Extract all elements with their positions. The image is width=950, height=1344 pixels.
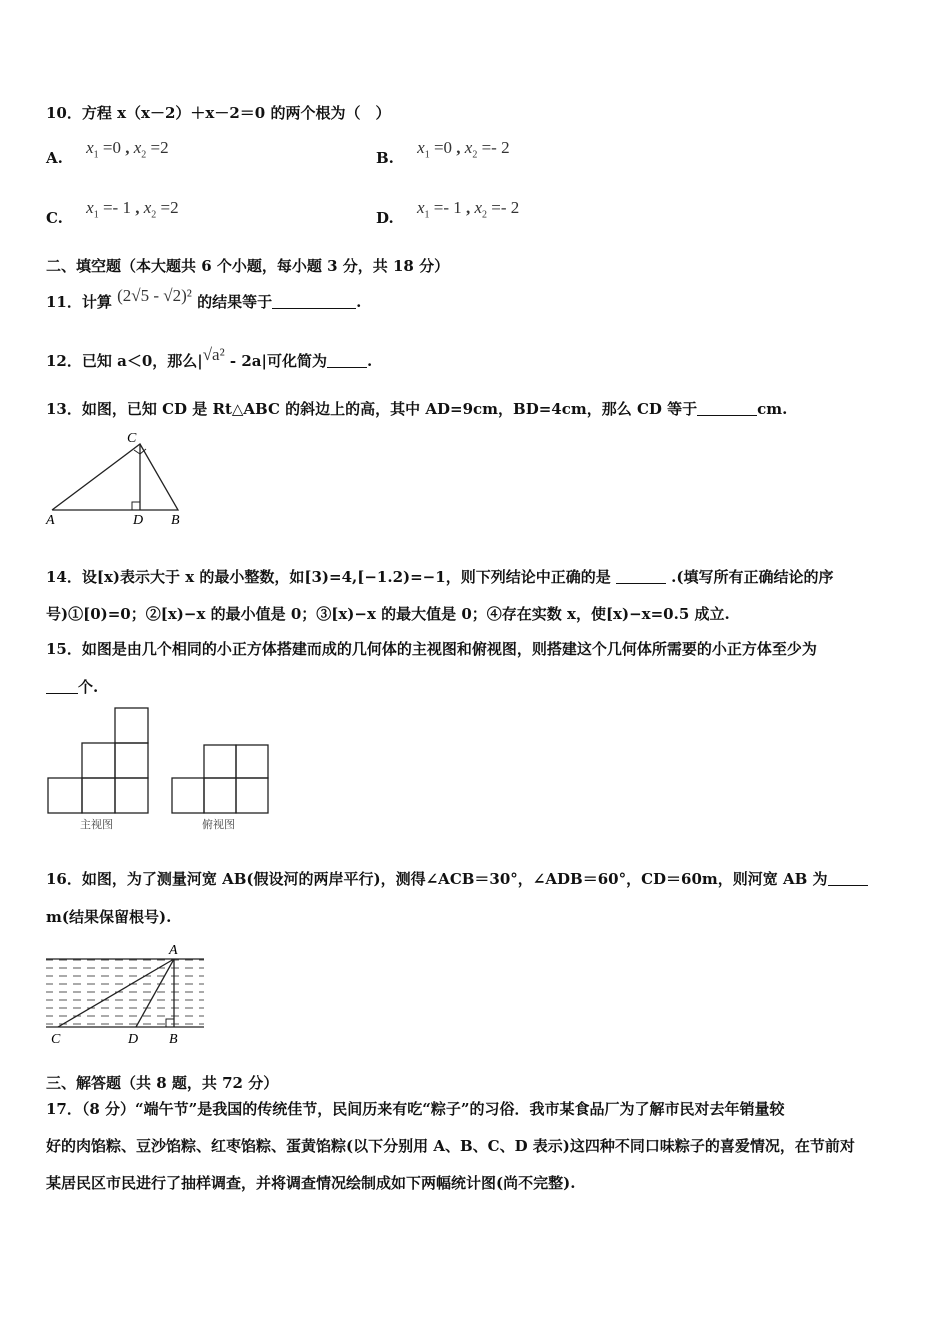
q16-line2: m(结果保留根号).	[46, 908, 172, 926]
fig13-label-b: B	[171, 513, 180, 528]
q13	[46, 398, 787, 419]
fig16-label-b: B	[169, 1032, 178, 1047]
q15-tail: 个.	[78, 678, 99, 696]
q11-expression: (2√5 - √2)²	[117, 286, 192, 305]
q12-suffix: - 2a|可化简为	[224, 352, 327, 370]
q12: 12．已知 a＜0，那么|√a² - 2a|可化简为 .	[46, 345, 373, 370]
fig16-label-a: A	[169, 943, 178, 958]
fig16-label-c: C	[51, 1032, 61, 1047]
q15-front-view	[46, 706, 156, 836]
fig13-label-d: D	[133, 513, 144, 528]
q15-answer-blank[interactable]	[46, 679, 78, 694]
section2-heading: 二、填空题（本大题共 6 个小题，每小题 3 分，共 18 分）	[46, 257, 450, 275]
q17-line3: 某居民区市民进行了抽样调查，并将调查情况绘制成如下两幅统计图(尚不完整).	[46, 1174, 576, 1192]
option-d-expr: $x_1 =- 1$ , $x_2 =- 2$	[416, 198, 520, 221]
fig13-label-c: C	[127, 431, 137, 446]
q12-answer-blank[interactable]	[327, 353, 367, 368]
q10-option-c[interactable]	[46, 198, 179, 230]
q13-unit: cm.	[757, 400, 788, 418]
option-a-expr: $x_1 =0$ , $x_2 =2$	[86, 138, 169, 161]
q10-stem: 10．方程 x（x－2）＋x－2＝0 的两个根为（ ）	[46, 104, 391, 122]
fig13-label-a: A	[46, 513, 55, 528]
top-view-label: 俯视图	[202, 818, 235, 831]
option-c-label: C.	[46, 209, 63, 227]
q14-line1	[46, 566, 834, 587]
q10-option-a[interactable]	[46, 138, 169, 170]
front-view-label: 主视图	[80, 818, 113, 831]
q14-text: 14．设[x)表示大于 x 的最小整数，如[3)=4,[−1.2)=−1，则下列结论中正确的是	[46, 568, 611, 586]
q11-answer-blank[interactable]	[272, 294, 356, 309]
option-c-expr: $x_1 =- 1$ , $x_2 =2$	[86, 198, 179, 221]
q13-text: 13．如图，已知 CD 是 Rt△ABC 的斜边上的高，其中 AD=9cm，BD=4cm，那么 CD 等于	[46, 400, 698, 418]
q17-line2: 好的肉馅粽、豆沙馅粽、红枣馅粽、蛋黄馅粽(以下分别用 A、B、C、D 表示)这四种不同口味粽子的喜爱情况，在节前对	[46, 1137, 855, 1155]
q16-river-figure	[44, 940, 214, 1050]
q15-line2	[46, 676, 98, 697]
q15-top-view	[170, 706, 280, 836]
option-d-label: D.	[376, 209, 394, 227]
q13-triangle-figure	[40, 428, 190, 528]
q12-expression: √a²	[202, 345, 225, 364]
q16-line1	[46, 868, 868, 889]
q10-option-b[interactable]	[376, 138, 510, 170]
q15-line1: 15．如图是由几个相同的小正方体搭建而成的几何体的主视图和俯视图，则搭建这个几何体所需要的小正方体至少为	[46, 640, 817, 658]
q11-prefix: 11．计算	[46, 293, 112, 311]
option-a-label: A.	[46, 149, 63, 167]
option-b-label: B.	[376, 149, 394, 167]
q13-answer-blank[interactable]	[697, 401, 757, 416]
q16-answer-blank[interactable]	[828, 871, 868, 886]
q10-option-d[interactable]	[376, 198, 520, 230]
q16-text: 16．如图，为了测量河宽 AB(假设河的两岸平行)，测得∠ACB＝30°，∠ADB＝60°，CD＝60m，则河宽 AB 为	[46, 870, 828, 888]
q17-line1: 17．（8 分）“端午节”是我国的传统佳节，民间历来有吃“粽子”的习俗．我市某食品厂为了解市民对去年销量较	[46, 1100, 785, 1118]
q11: 11．计算 (2√5 - √2)² 的结果等于 .	[46, 286, 362, 311]
q14-answer-blank[interactable]	[616, 569, 666, 584]
option-b-expr: $x_1 =0$ , $x_2 =- 2$	[417, 138, 510, 161]
q12-prefix: 12．已知 a＜0，那么|	[46, 352, 203, 370]
q14-tail: .(填写所有正确结论的序	[671, 568, 834, 586]
section3-heading: 三、解答题（共 8 题，共 72 分）	[46, 1074, 279, 1092]
q14-line2: 号)①[0)=0；②[x)−x 的最小值是 0；③[x)−x 的最大值是 0；④存在实数 x，使[x)−x=0.5 成立.	[46, 605, 730, 623]
fig16-label-d: D	[128, 1032, 139, 1047]
river-water	[46, 959, 204, 1027]
q11-suffix: 的结果等于	[197, 293, 273, 311]
